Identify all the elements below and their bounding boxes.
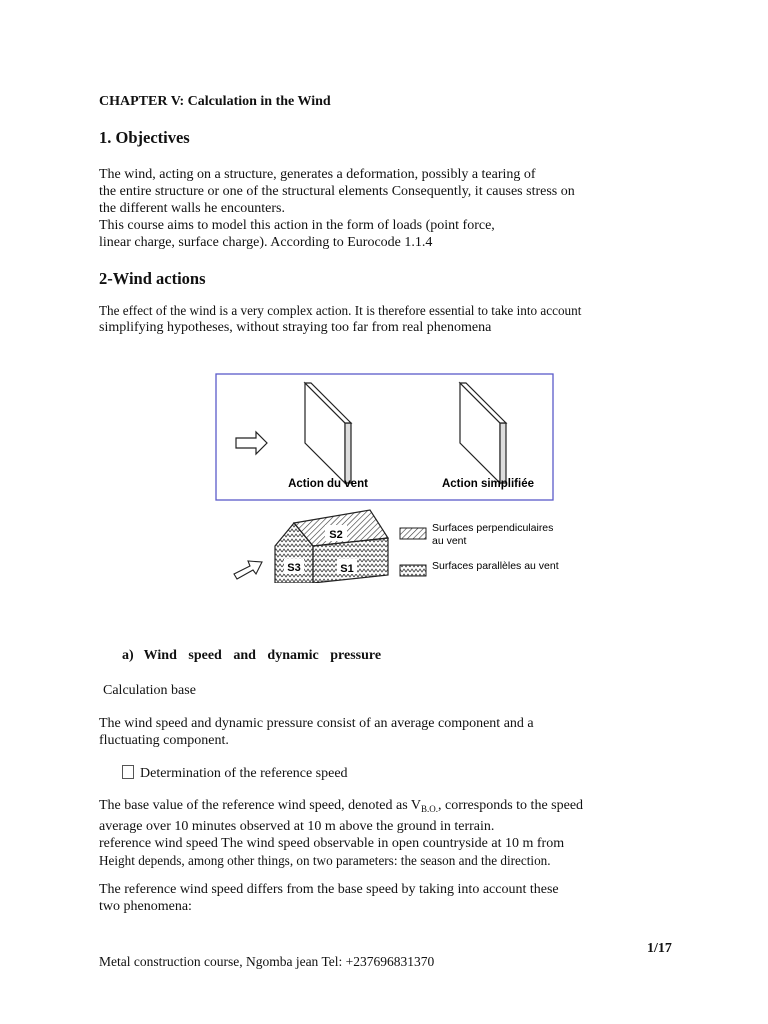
face-label-s3: S3 <box>287 562 301 574</box>
page-footer: Metal construction course, Ngomba jean Tel: +237696831370 <box>99 954 435 969</box>
legend-swatch-perpendicular <box>400 528 426 539</box>
text-line: linear charge, surface charge). According to Eurocode 1.1.4 <box>99 235 433 250</box>
text-fragment: , corresponds to the speed <box>438 798 584 813</box>
text-line: the entire structure or one of the structural elements Consequently, it causes stress on <box>99 184 575 199</box>
subsection-title: Wind speed and dynamic pressure <box>143 648 382 663</box>
reference-speed-paragraph <box>99 881 639 915</box>
bullet-text: Determination of the reference speed <box>140 766 348 781</box>
label-action-simplifiee: Action simplifiée <box>441 478 535 490</box>
building-diagram <box>275 510 388 583</box>
subscript-bo: B.O. <box>421 804 439 814</box>
text-line: The wind speed and dynamic pressure consist of an average component and a <box>99 716 534 731</box>
legend-perpendicular-label-2: au vent <box>432 535 467 547</box>
text-line: Height depends, among other things, on two parameters: the season and the direction. <box>99 853 551 868</box>
chapter-title: CHAPTER V: Calculation in the Wind <box>99 94 331 109</box>
text-line: the different walls he encounters. <box>99 201 285 216</box>
face-label-s1: S1 <box>340 563 354 575</box>
text-line: This course aims to model this action in the form of loads (point force, <box>99 218 495 233</box>
text-line: reference wind speed The wind speed observable in open countryside at 10 m from <box>99 836 565 851</box>
text-line: The wind, acting on a structure, generates a deformation, possibly a tearing of <box>99 167 536 182</box>
text-fragment: The base value of the reference wind speed, denoted as V <box>99 798 421 813</box>
subsection-number: a) <box>122 648 134 663</box>
text-line: average over 10 minutes observed at 10 m above the ground in terrain. <box>99 819 495 834</box>
text-line: The reference wind speed differs from the base speed by taking into account these <box>99 882 559 897</box>
text-line: fluctuating component. <box>99 733 229 748</box>
legend-swatch-parallel <box>400 565 426 576</box>
face-label-s2: S2 <box>329 529 343 541</box>
text-line: simplifying hypotheses, without straying too far from real phenomena <box>99 320 492 335</box>
text-line <box>99 797 639 818</box>
wind-arrow-icon <box>234 561 262 579</box>
calculation-base-label: Calculation base <box>103 683 196 698</box>
page-number: 1/17 <box>647 941 672 956</box>
components-paragraph <box>99 715 639 749</box>
base-value-paragraph <box>99 797 639 869</box>
section-heading-wind-actions: 2-Wind actions <box>99 269 206 288</box>
section-heading-objectives: 1. Objectives <box>99 128 190 147</box>
legend-perpendicular-label: Surfaces perpendiculaires <box>432 522 554 534</box>
wind-actions-paragraph <box>99 302 639 336</box>
subsection-heading-wind-speed <box>122 648 381 664</box>
legend-parallel-label: Surfaces parallèles au vent <box>432 560 559 572</box>
objectives-paragraph <box>99 166 639 251</box>
text-line: The effect of the wind is a very complex action. It is therefore essential to take into account <box>99 303 582 318</box>
text-line: two phenomena: <box>99 899 192 914</box>
wind-action-figure <box>210 368 590 583</box>
label-action-du-vent: Action du vent <box>288 478 368 490</box>
bullet-reference-speed <box>122 765 348 782</box>
bullet-box-icon <box>122 765 134 779</box>
